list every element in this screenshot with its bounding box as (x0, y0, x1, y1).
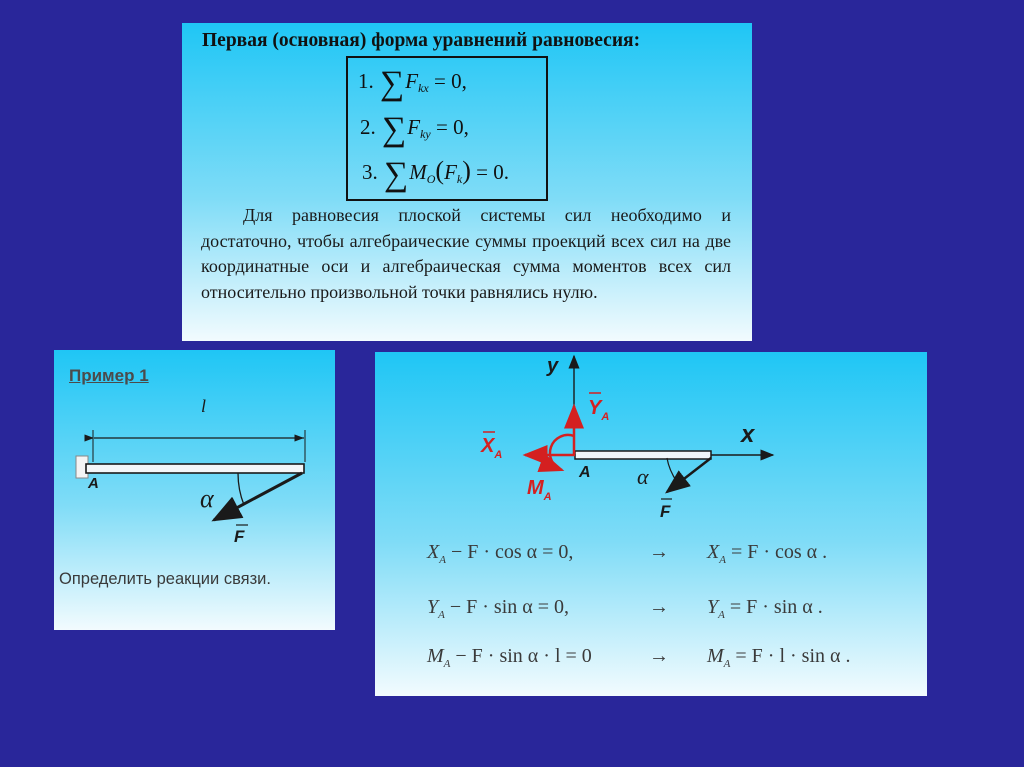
beam (575, 451, 711, 459)
equation-3: 3. $\sum M_O(F_k) = 0$. (362, 156, 510, 193)
equilibrium-panel (182, 23, 752, 341)
example-task: Определить реакции связи. (59, 570, 271, 588)
example-title: Пример 1 (69, 366, 149, 385)
length-label: l (201, 396, 207, 416)
angle-arc (238, 473, 244, 505)
force-arrow (667, 458, 711, 492)
panel-heading: Первая (основная) форма уравнений равновесия: (202, 30, 641, 51)
force-arrow (214, 473, 302, 520)
x-axis-label: x (741, 421, 755, 448)
formula-x: $X_A - F \cdot \cos \alpha = 0$, → $X_A = F \cdot \cos \alpha$ . (427, 541, 828, 566)
equilibrium-condition-text: Для равновесия плоской системы сил необходимо и достаточно, чтобы алгебраические суммы проекций всех сил на две координатные оси и алгебраическая сумма моментов всех сил относительно произвольной точки равнялись нулю. (201, 205, 731, 302)
ma-label: $M_A$ (527, 477, 552, 503)
angle-arc (667, 458, 677, 482)
angle-label: α (637, 464, 649, 489)
point-a-label: A (579, 464, 591, 481)
formula-y: $Y_A - F \cdot \sin \alpha = 0$, → $Y_A = F \cdot \sin \alpha$ . (427, 596, 823, 621)
angle-label: α (200, 484, 214, 513)
ya-label: $Y_A$ (588, 397, 610, 423)
point-a-label: A (88, 475, 99, 492)
force-label: F (234, 527, 245, 546)
solution-panel (375, 352, 927, 696)
y-axis-label: y (547, 355, 559, 377)
formula-moment: $M_A - F \cdot \sin \alpha \cdot l = 0$ → $M_A = F \cdot l \cdot \sin \alpha$ . (427, 645, 851, 670)
equation-1: 1. $\sum F_{kx} = 0$, (358, 65, 467, 102)
xa-label: $X_A$ (481, 435, 503, 461)
force-label: F (660, 502, 671, 521)
free-body-diagram (375, 352, 927, 532)
example-panel (54, 350, 335, 630)
ma-arc (550, 435, 574, 470)
equations-box (346, 56, 548, 201)
beam (86, 464, 304, 473)
equation-2: 2. $\sum F_{ky} = 0$, (360, 111, 469, 148)
